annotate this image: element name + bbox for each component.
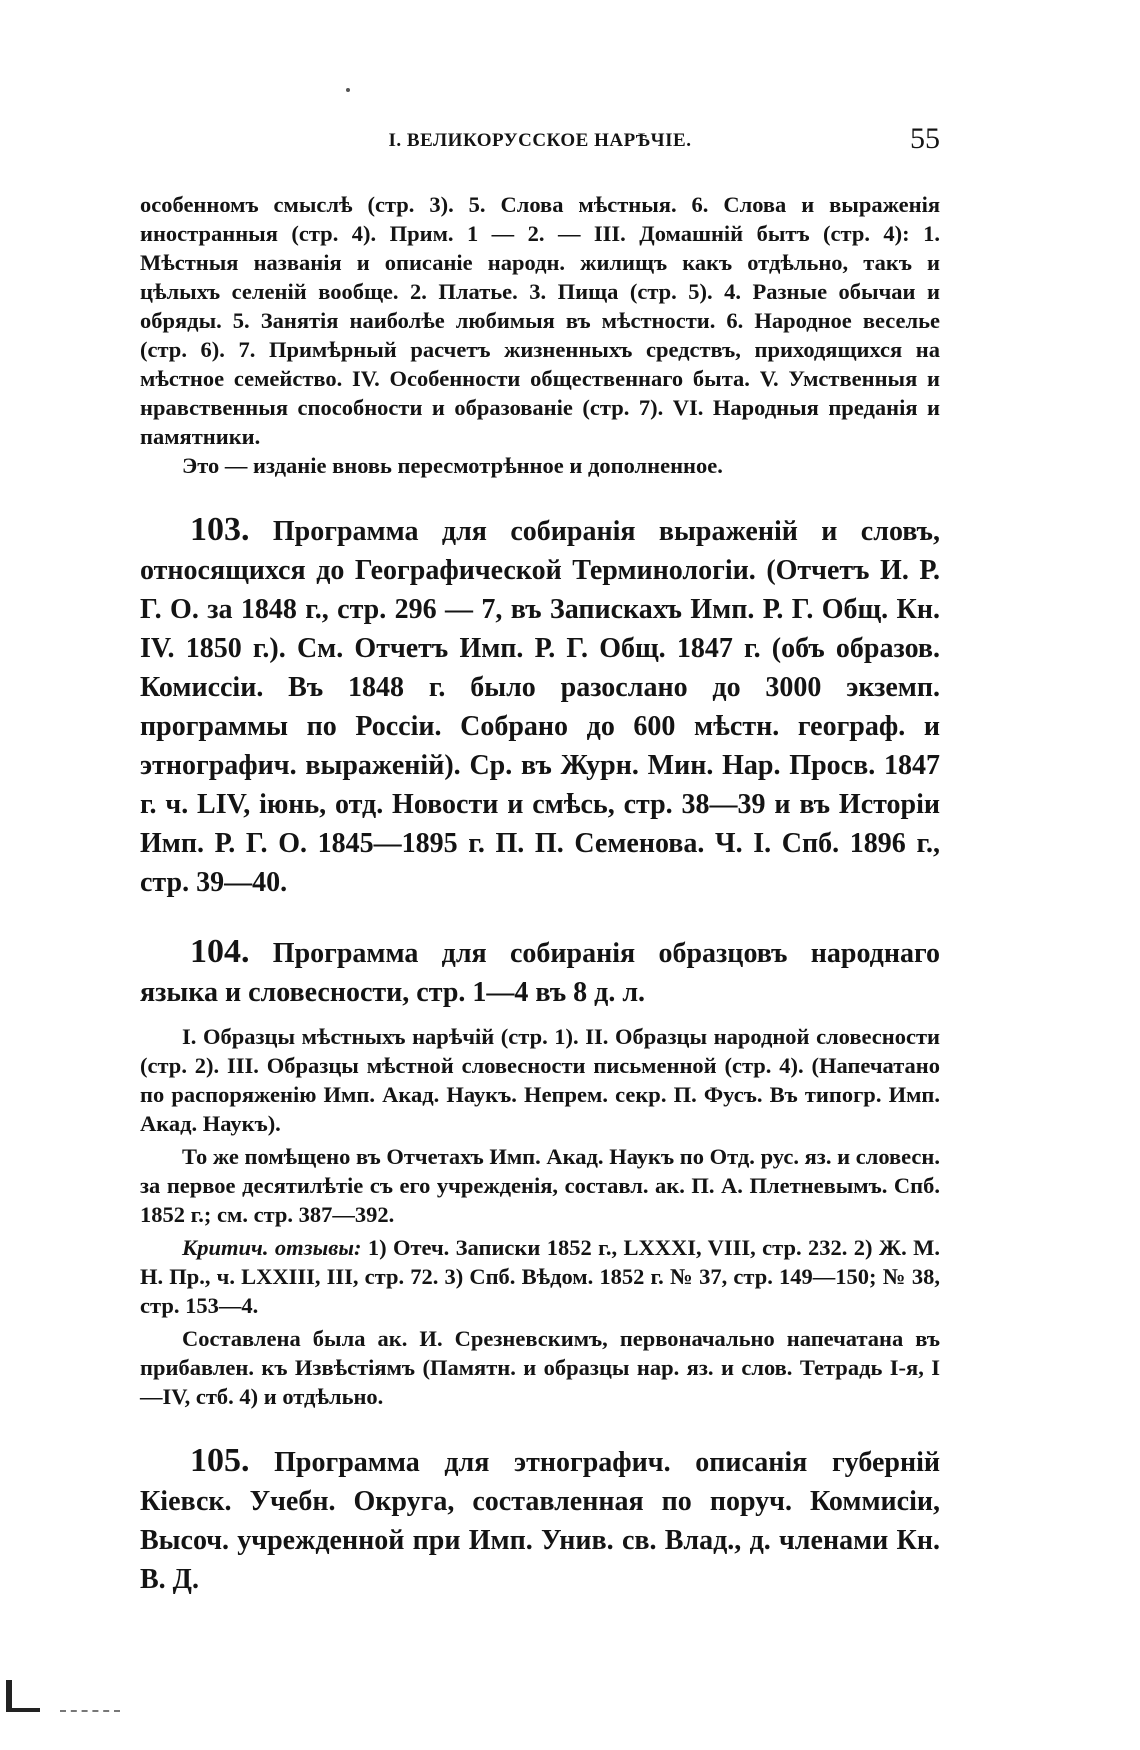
entry-text: Программа для этнографич. описанія губерній Кіевск. Учебн. Округа, составленная по поруч. Коммисіи, Высоч. учрежденной при Имп. Унив. св. Влад., д. членами Кн. В. Д.: [140, 1447, 940, 1595]
intro-paragraph: особенномъ смыслѣ (стр. 3). 5. Слова мѣстныя. 6. Слова и выраженія иностранныя (стр. 4). Прим. 1 — 2. — III. Домашній бытъ (стр. 4): 1. Мѣстныя названія и описаніе народн. жилищъ какъ отдѣльно, такъ и цѣлыхъ селеній вообще. 2. Платье. 3. Пища (стр. 5). 4. Разные обычаи и обряды. 5. Занятія наиболѣе любимыя въ мѣстности. 6. Народное веселье (стр. 6). 7. Примѣрный расчетъ жизненныхъ средствъ, приходящихся на мѣстное семейство. IV. Особенности общественнаго быта. V. Умственныя и нравственныя способности и образованіе (стр. 7). VI. Народныя преданія и памятники.: [140, 192, 940, 449]
chapter-title: I. ВЕЛИКОРУССКОЕ НАРѢЧІЕ.: [388, 130, 692, 151]
entry-104-note-2: То же помѣщено въ Отчетахъ Имп. Акад. Наукъ по Отд. рус. яз. и словесн. за первое десятилѣтіе съ его учрежденія, составл. ак. П. А. Плетневымъ. Спб. 1852 г.; см. стр. 387—392.: [140, 1144, 940, 1227]
entry-number: 103.: [190, 511, 250, 548]
entry-105: [140, 1441, 940, 1599]
entry-104-note-1: I. Образцы мѣстныхъ нарѣчій (стр. 1). II. Образцы народной словесности (стр. 2). III. Образцы мѣстной словесности письменной (стр. 4). (Напечатано по распоряженію Имп. Акад. Наукъ. Непрем. секр. П. Фусъ. Въ типогр. Имп. Акад. Наукъ).: [140, 1024, 940, 1136]
scan-speck: [346, 88, 350, 92]
intro-note: Это — изданіе вновь пересмотрѣнное и дополненное.: [182, 453, 723, 478]
page-content: [140, 190, 940, 1599]
page-number: 55: [910, 122, 940, 155]
critique-text: 1) Отеч. Записки 1852 г., LXXXI, VIII, стр. 232. 2) Ж. М. Н. Пр., ч. LXXIII, III, стр. 72. 3) Спб. Вѣдом. 1852 г. № 37, стр. 149—150; № 38, стр. 153—4.: [140, 1235, 941, 1318]
scan-corner-mark: [6, 1708, 40, 1712]
running-header: [140, 122, 940, 158]
entry-103: [140, 510, 940, 902]
entry-number: 104.: [190, 933, 250, 970]
entry-104-critique: [140, 1233, 940, 1320]
critique-label: Критич. отзывы:: [182, 1235, 362, 1260]
entry-text: Программа для собиранія образцовъ народнаго языка и словесности, стр. 1—4 въ 8 д. л.: [140, 938, 940, 1008]
scan-corner-mark: [6, 1680, 12, 1710]
entry-text: Программа для собиранія выраженій и словъ, относящихся до Географической Терминологіи. (Отчетъ И. Р. Г. О. за 1848 г., стр. 296 — 7, въ Запискахъ Имп. Р. Г. Общ. Кн. IV. 1850 г.). См. Отчетъ Имп. Р. Г. Общ. 1847 г. (объ образов. Комиссіи. Въ 1848 г. было разослано до 3000 экземп. программы по Россіи. Собрано до 600 мѣстн. географ. и этнографич. выраженій). Ср. въ Журн. Мин. Нар. Просв. 1847 г. ч. LIV, іюнь, отд. Новости и смѣсь, стр. 38—39 и въ Исторіи Имп. Р. Г. О. 1845—1895 г. П. П. Семенова. Ч. I. Спб. 1896 г., стр. 39—40.: [140, 516, 940, 898]
entry-number: 105.: [190, 1442, 250, 1479]
entry-104: [140, 932, 940, 1012]
scan-edge-dash: [60, 1710, 120, 1712]
entry-104-closing-note: Составлена была ак. И. Срезневскимъ, первоначально напечатана въ прибавлен. къ Извѣстіямъ (Памятн. и образцы нар. яз. и слов. Тетрадь I-я, I—IV, стб. 4) и отдѣльно.: [140, 1326, 940, 1409]
